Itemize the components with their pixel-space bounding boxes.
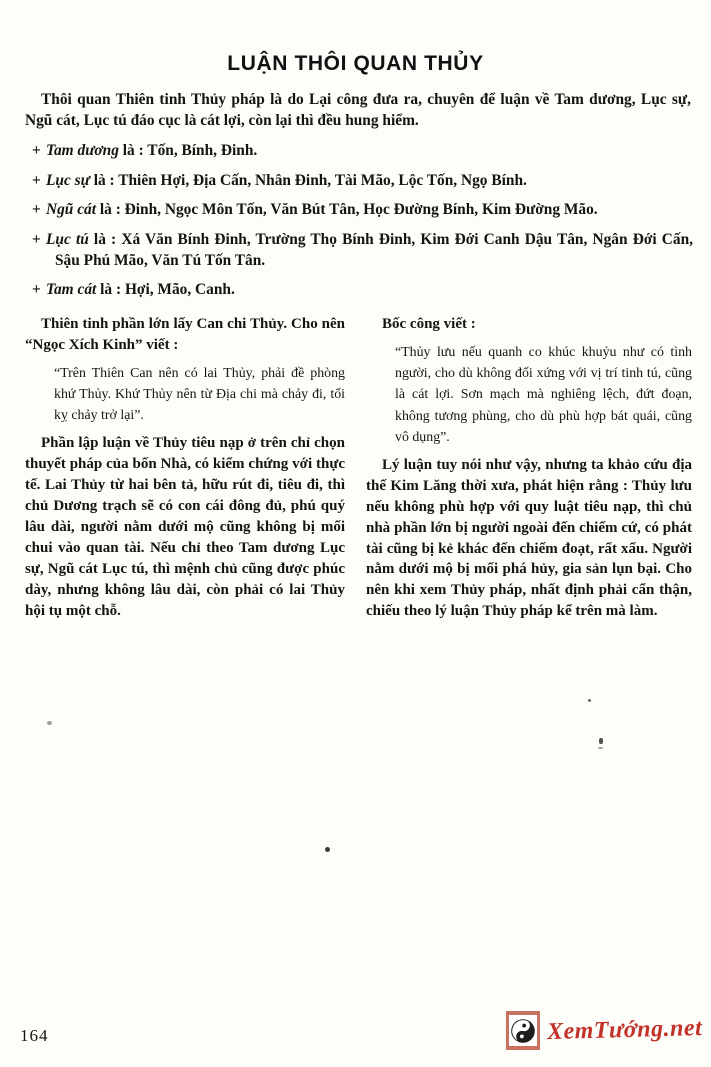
bullet-text: là : Xá Văn Bính Đinh, Trường Thọ Bính Đinh, Kim Đới Canh Dậu Tân, Ngân Đới Cấn, Sậu Phú Mão, Văn Tú Tốn Tân. (55, 230, 693, 269)
bullet-term: Tam dương (46, 142, 119, 159)
page-title: LUẬN THÔI QUAN THỦY (227, 52, 484, 75)
plus-marker: + (32, 230, 41, 248)
yin-yang-icon (506, 1011, 540, 1050)
right-paragraph-1: Bốc công viết : (382, 316, 476, 332)
bullet-term: Tam cát (46, 281, 97, 298)
plus-marker: + (32, 171, 41, 189)
right-quote: “Thủy lưu nếu quanh co khúc khuỷu như có tình người, cho dù không đối xứng với vị trí tinh tú, cũng là cát lợi. Sơn mạch mà nghiêng lệch, đứt đoạn, không tương phùng, cho dù phù hợp bát quái, cũng vô dụng”. (395, 344, 692, 445)
scan-speck (598, 747, 603, 749)
bullet-text: là : Hợi, Mão, Canh. (96, 281, 235, 298)
right-column (366, 314, 692, 622)
page-number: 164 (20, 1026, 49, 1045)
bullet-item-tam-duong (32, 140, 693, 161)
scan-speck (588, 699, 591, 702)
intro-paragraph: Thôi quan Thiên tinh Thủy pháp là do Lại công đưa ra, chuyên để luận về Tam dương, Lục sự, Ngũ cát, Lục tú đáo cục là cát lợi, còn lại thì đều hung hiểm. (25, 91, 691, 129)
bullet-term: Ngũ cát (46, 201, 97, 218)
bullet-list (32, 140, 693, 300)
plus-marker: + (32, 142, 41, 159)
left-quote: “Trên Thiên Can nên có lai Thủy, phải đề phòng khứ Thủy. Khứ Thủy nên từ Địa chi mà chảy đi, tối kỵ chảy trở lại”. (54, 365, 345, 424)
two-column-section (25, 314, 692, 622)
bullet-item-tam-cat (32, 279, 693, 300)
watermark-text: XemTướng.net (546, 1015, 703, 1046)
left-column (25, 314, 345, 622)
scan-speck (325, 847, 330, 852)
watermark (506, 1011, 706, 1050)
bullet-text: là : Tốn, Bính, Đinh. (118, 142, 258, 159)
bullet-item-luc-su (32, 170, 693, 191)
plus-marker: + (32, 201, 41, 218)
right-paragraph-2: Lý luận tuy nói như vậy, nhưng ta khảo cứu địa thế Kim Lăng thời xưa, phát hiện rằng : Thủy lưu nếu không phù hợp với quy luật tiêu nạp, thì chủ nhà phần lớn bị người ngoài đến chiếm cứ, có phát tài cũng bị kẻ khác đến chiếm đoạt, rất xấu. Người nằm dưới mộ bị mối phá hủy, gia sản lụn bại. Cho nên khi xem Thủy pháp, nhất định phải cẩn thận, chiếu theo lý luận Thủy pháp kể trên mà làm. (366, 456, 692, 620)
scan-speck (47, 721, 52, 725)
bullet-text: là : Đinh, Ngọc Môn Tốn, Văn Bút Tân, Học Đường Bính, Kim Đường Mão. (96, 201, 598, 218)
plus-marker: + (32, 281, 41, 298)
bullet-item-ngu-cat (32, 199, 693, 220)
left-paragraph-2: Phần lập luận về Thủy tiêu nạp ở trên chỉ chọn thuyết pháp của bốn Nhà, có kiểm chứng với thực tế. Lai Thủy từ hai bên tả, hữu rút đi, tiêu đi, thì chủ Dương trạch sẽ có con cái đông đủ, phú quý lâu dài, người nằm dưới mộ cũng không bị mối chui vào quan tài. Nếu chỉ theo Tam dương Lục sự, Ngũ cát Lục tú, thì mệnh chủ cũng được phúc dày, nhưng không lâu dài, còn phải có lai Thủy hội tụ một chỗ. (25, 435, 345, 619)
bullet-term: Lục sự (46, 171, 90, 189)
bullet-item-luc-tu (32, 229, 693, 271)
bullet-text: là : Thiên Hợi, Địa Cấn, Nhân Đinh, Tài Mão, Lộc Tốn, Ngọ Bính. (89, 171, 527, 189)
bullet-term: Lục tú (46, 230, 89, 248)
left-paragraph-1: Thiên tinh phần lớn lấy Can chi Thủy. Cho nên “Ngọc Xích Kinh” viết : (25, 316, 345, 353)
scan-speck (599, 738, 603, 744)
